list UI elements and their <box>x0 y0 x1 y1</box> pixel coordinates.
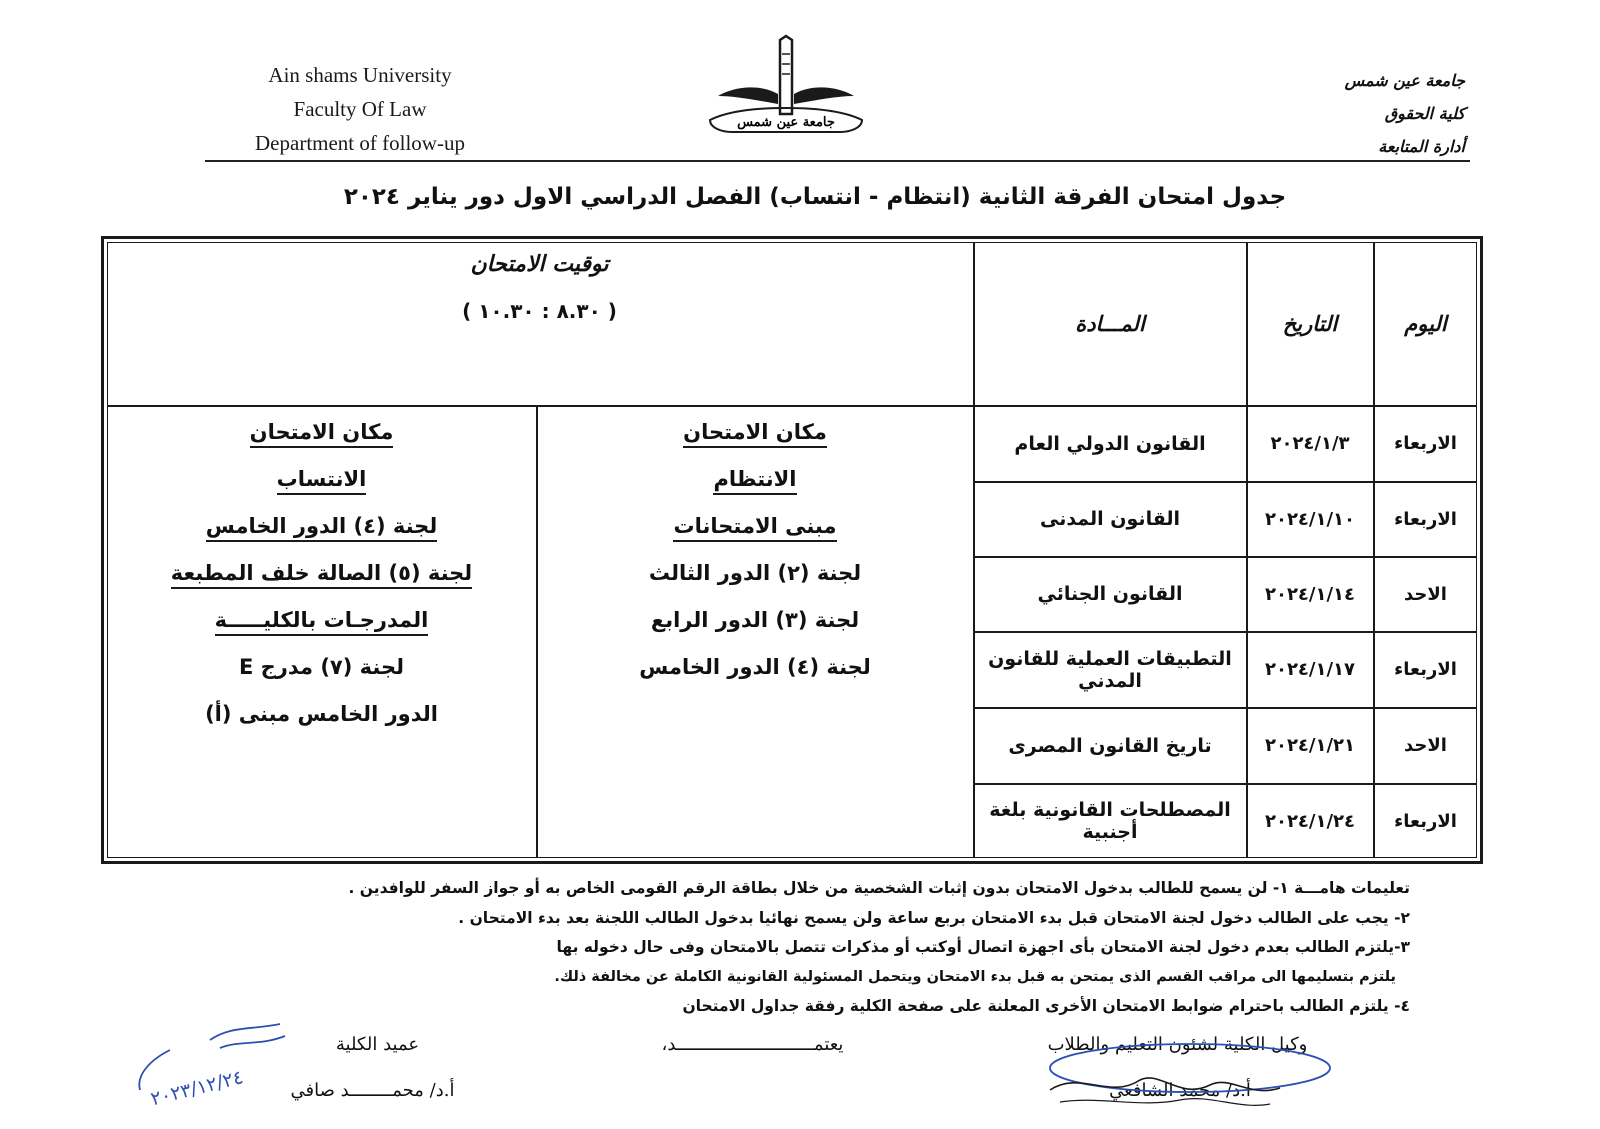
affiliation-committee: لجنة (٧) مدرج E <box>238 655 404 679</box>
row-day: الاربعاء <box>1394 433 1457 454</box>
vice-dean-signature <box>1040 1030 1340 1125</box>
row-date: ٢٠٢٤/١/١٧ <box>1264 659 1356 680</box>
row-date: ٢٠٢٤/١/١٠ <box>1264 508 1356 530</box>
regular-label: الانتظام <box>537 459 973 506</box>
instruction-line: ٢- يجب على الطالب دخول لجنة الامتحان قبل بدء الامتحان بربع ساعة ولن يسمح نهائيا بدخول الطالب اللجنة بعد بدء الامتحان . <box>458 908 1410 927</box>
dean-title: عميد الكلية <box>335 1034 420 1055</box>
row-date: ٢٠٢٤/١/٢٤ <box>1264 810 1356 832</box>
instruction-line: ٣-يلتزم الطالب بعدم دخول لجنة الامتحان بأى اجهزة اتصال أوكتب أو مذكرات تتصل بالامتحان وفى حال دخوله بها <box>556 938 1410 956</box>
row-day: الاحد <box>1404 735 1447 756</box>
department-name-en: Department of follow-up <box>255 131 465 155</box>
logo-text: جامعة عين شمس <box>737 115 835 130</box>
affiliation-label: الانتساب <box>107 459 536 506</box>
vice-dean-title: وكيل الكلية لشئون التعليم والطلاب <box>1047 1034 1308 1055</box>
row-day: الاربعاء <box>1394 508 1457 530</box>
instructions <box>340 874 1410 1022</box>
affiliation-committee: لجنة (٤) الدور الخامس <box>107 506 536 553</box>
university-name-en: Ain shams University <box>268 63 452 87</box>
vice-dean-name: أ.د/ محمد الشافعي <box>1109 1080 1251 1101</box>
instruction-line: ٤- يلتزم الطالب باحترام ضوابط الامتحان الأخرى المعلنة على صفحة الكلية رفقة جداول الامتحان <box>682 997 1410 1015</box>
instruction-line: تعليمات هامـــة ١- لن يسمح للطالب بدخول الامتحان بدون إثبات الشخصية من خلال بطاقة الرقم القومى الخاص به أو جواز السفر للوافدين . <box>348 879 1410 897</box>
row-date: ٢٠٢٤/١/٣ <box>1270 433 1350 454</box>
affiliation-location <box>107 412 536 741</box>
row-subject: تاريخ القانون المصرى <box>1008 734 1212 757</box>
affiliation-floor: الدور الخامس مبنى (أ) <box>205 702 438 726</box>
row-day: الاربعاء <box>1394 810 1457 832</box>
regular-committee: لجنة (٤) الدور الخامس <box>639 655 871 679</box>
handwritten-date: ٢٠٢٣/١٢/٢٤ <box>148 1066 246 1110</box>
header-arabic <box>1300 64 1465 163</box>
affiliation-halls: المدرجـات بالكليـــــة <box>107 600 536 647</box>
row-subject: القانون الجنائي <box>1037 583 1183 605</box>
row-subject: القانون الدولي العام <box>1014 432 1206 455</box>
department-name-ar: أدارة المتابعة <box>1378 137 1465 156</box>
regular-committee: لجنة (٢) الدور الثالث <box>648 561 862 585</box>
regular-location-heading: مكان الامتحان <box>537 412 973 459</box>
header-english <box>210 58 510 160</box>
dean-name: أ.د/ محمــــــــد صافي <box>290 1080 455 1101</box>
affiliation-location-heading: مكان الامتحان <box>107 412 536 459</box>
instruction-line: يلتزم بتسليمها الى مراقب القسم الذى يمتحن به قبل بدء الامتحان ويتحمل المسئولية القانونية الكاملة عن مخالفة ذلك. <box>554 968 1396 985</box>
header-subject: المـــادة <box>1075 311 1145 336</box>
regular-location <box>537 412 973 694</box>
faculty-name-en: Faculty Of Law <box>293 97 427 121</box>
header-date: التاريخ <box>1282 311 1338 336</box>
exam-timing <box>107 248 972 323</box>
row-date: ٢٠٢٤/١/٢١ <box>1264 735 1356 756</box>
header-day: اليوم <box>1404 311 1447 336</box>
timing-title: توقيت الامتحان <box>470 252 609 277</box>
header-divider <box>205 160 1470 162</box>
regular-committee: لجنة (٣) الدور الرابع <box>650 608 860 632</box>
page-title: جدول امتحان الفرقة الثانية (انتظام - انتساب) الفصل الدراسي الاول دور يناير ٢٠٢٤ <box>343 184 1287 210</box>
row-day: الاربعاء <box>1394 659 1457 680</box>
row-subject: المصطلحات القانونية بلغة أجنبية <box>989 799 1231 843</box>
row-subject: التطبيقات العملية للقانون المدني <box>988 647 1232 692</box>
university-logo <box>700 34 870 138</box>
timing-value: ( ٨.٣٠ : ١٠.٣٠ ) <box>462 299 617 323</box>
row-date: ٢٠٢٤/١/١٤ <box>1264 583 1356 605</box>
affiliation-committee: لجنة (٥) الصالة خلف المطبعة <box>107 553 536 600</box>
row-day: الاحد <box>1404 583 1447 605</box>
faculty-name-ar: كلية الحقوق <box>1384 104 1465 123</box>
dean-handwritten-signature <box>130 1020 305 1110</box>
regular-building: مبنى الامتحانات <box>537 506 973 553</box>
row-subject: القانون المدنى <box>1039 508 1181 530</box>
university-name-ar: جامعة عين شمس <box>1344 71 1465 90</box>
approval-label: يعتمــــــــــــــــــــــــــد، <box>661 1034 844 1055</box>
